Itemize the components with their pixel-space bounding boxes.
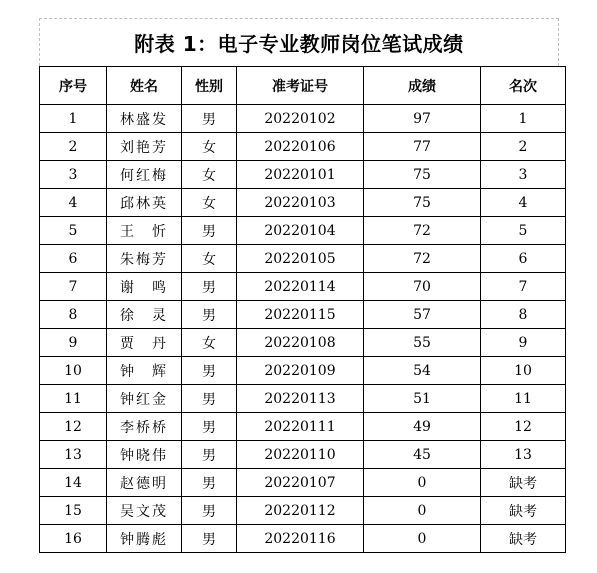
cell-gender: 男 <box>182 525 237 553</box>
cell-index: 4 <box>40 189 107 217</box>
cell-name: 钟 辉 <box>107 357 182 385</box>
cell-index: 11 <box>40 385 107 413</box>
cell-score: 57 <box>364 301 481 329</box>
cell-index: 5 <box>40 217 107 245</box>
cell-exam-id: 20220116 <box>237 525 364 553</box>
cell-name: 邱林英 <box>107 189 182 217</box>
page-title: 附表 1：电子专业教师岗位笔试成绩 <box>134 31 464 56</box>
cell-score: 49 <box>364 413 481 441</box>
cell-score: 70 <box>364 273 481 301</box>
cell-rank: 6 <box>481 245 566 273</box>
cell-gender: 男 <box>182 357 237 385</box>
cell-rank: 缺考 <box>481 497 566 525</box>
cell-exam-id: 20220111 <box>237 413 364 441</box>
cell-index: 13 <box>40 441 107 469</box>
cell-gender: 女 <box>182 189 237 217</box>
cell-exam-id: 20220106 <box>237 133 364 161</box>
cell-exam-id: 20220104 <box>237 217 364 245</box>
cell-exam-id: 20220102 <box>237 105 364 133</box>
cell-score: 45 <box>364 441 481 469</box>
table-row <box>40 441 566 469</box>
cell-score: 75 <box>364 189 481 217</box>
table-row <box>40 357 566 385</box>
cell-name: 贾 丹 <box>107 329 182 357</box>
table-header-row <box>40 67 566 105</box>
cell-rank: 3 <box>481 161 566 189</box>
cell-gender: 男 <box>182 273 237 301</box>
cell-rank: 4 <box>481 189 566 217</box>
table-row <box>40 133 566 161</box>
cell-index: 1 <box>40 105 107 133</box>
cell-exam-id: 20220101 <box>237 161 364 189</box>
table-row <box>40 161 566 189</box>
table-row <box>40 469 566 497</box>
cell-name: 赵德明 <box>107 469 182 497</box>
table-body <box>40 105 566 553</box>
cell-name: 朱梅芳 <box>107 245 182 273</box>
cell-name: 林盛发 <box>107 105 182 133</box>
table-row <box>40 413 566 441</box>
cell-name: 刘艳芳 <box>107 133 182 161</box>
cell-rank: 1 <box>481 105 566 133</box>
cell-index: 3 <box>40 161 107 189</box>
cell-index: 8 <box>40 301 107 329</box>
cell-index: 15 <box>40 497 107 525</box>
cell-score: 97 <box>364 105 481 133</box>
cell-rank: 11 <box>481 385 566 413</box>
cell-gender: 女 <box>182 245 237 273</box>
cell-score: 77 <box>364 133 481 161</box>
cell-exam-id: 20220105 <box>237 245 364 273</box>
cell-exam-id: 20220115 <box>237 301 364 329</box>
cell-name: 谢 鸣 <box>107 273 182 301</box>
cell-index: 12 <box>40 413 107 441</box>
cell-gender: 男 <box>182 385 237 413</box>
cell-rank: 5 <box>481 217 566 245</box>
cell-index: 7 <box>40 273 107 301</box>
cell-exam-id: 20220108 <box>237 329 364 357</box>
cell-gender: 男 <box>182 469 237 497</box>
header-rank: 名次 <box>481 67 566 105</box>
cell-rank: 12 <box>481 413 566 441</box>
cell-gender: 男 <box>182 217 237 245</box>
cell-name: 钟红金 <box>107 385 182 413</box>
cell-exam-id: 20220109 <box>237 357 364 385</box>
cell-rank: 9 <box>481 329 566 357</box>
table-row <box>40 273 566 301</box>
header-index: 序号 <box>40 67 107 105</box>
cell-score: 72 <box>364 245 481 273</box>
cell-name: 王 忻 <box>107 217 182 245</box>
cell-rank: 8 <box>481 301 566 329</box>
cell-score: 75 <box>364 161 481 189</box>
cell-rank: 缺考 <box>481 469 566 497</box>
cell-rank: 13 <box>481 441 566 469</box>
table-row <box>40 245 566 273</box>
cell-index: 14 <box>40 469 107 497</box>
cell-index: 2 <box>40 133 107 161</box>
table-row <box>40 105 566 133</box>
table-row <box>40 189 566 217</box>
cell-name: 何红梅 <box>107 161 182 189</box>
cell-score: 72 <box>364 217 481 245</box>
cell-exam-id: 20220110 <box>237 441 364 469</box>
cell-name: 钟腾彪 <box>107 525 182 553</box>
cell-index: 16 <box>40 525 107 553</box>
cell-rank: 缺考 <box>481 525 566 553</box>
table-row <box>40 497 566 525</box>
cell-gender: 男 <box>182 301 237 329</box>
cell-gender: 男 <box>182 497 237 525</box>
cell-rank: 7 <box>481 273 566 301</box>
header-gender: 性别 <box>182 67 237 105</box>
header-name: 姓名 <box>107 67 182 105</box>
header-score: 成绩 <box>364 67 481 105</box>
cell-gender: 女 <box>182 329 237 357</box>
table-row <box>40 329 566 357</box>
cell-score: 55 <box>364 329 481 357</box>
cell-name: 钟晓伟 <box>107 441 182 469</box>
cell-gender: 男 <box>182 413 237 441</box>
header-exam-id: 准考证号 <box>237 67 364 105</box>
cell-gender: 女 <box>182 133 237 161</box>
cell-index: 9 <box>40 329 107 357</box>
cell-score: 0 <box>364 497 481 525</box>
cell-name: 徐 灵 <box>107 301 182 329</box>
table-row <box>40 525 566 553</box>
cell-rank: 2 <box>481 133 566 161</box>
cell-name: 李桥桥 <box>107 413 182 441</box>
cell-exam-id: 20220113 <box>237 385 364 413</box>
cell-rank: 10 <box>481 357 566 385</box>
cell-score: 54 <box>364 357 481 385</box>
cell-exam-id: 20220107 <box>237 469 364 497</box>
cell-gender: 男 <box>182 105 237 133</box>
cell-name: 吴文茂 <box>107 497 182 525</box>
table-row <box>40 301 566 329</box>
cell-exam-id: 20220103 <box>237 189 364 217</box>
cell-index: 6 <box>40 245 107 273</box>
cell-index: 10 <box>40 357 107 385</box>
cell-gender: 女 <box>182 161 237 189</box>
cell-exam-id: 20220114 <box>237 273 364 301</box>
cell-exam-id: 20220112 <box>237 497 364 525</box>
cell-gender: 男 <box>182 441 237 469</box>
table-row <box>40 217 566 245</box>
score-table <box>39 66 566 553</box>
cell-score: 0 <box>364 469 481 497</box>
cell-score: 0 <box>364 525 481 553</box>
cell-score: 51 <box>364 385 481 413</box>
table-row <box>40 385 566 413</box>
